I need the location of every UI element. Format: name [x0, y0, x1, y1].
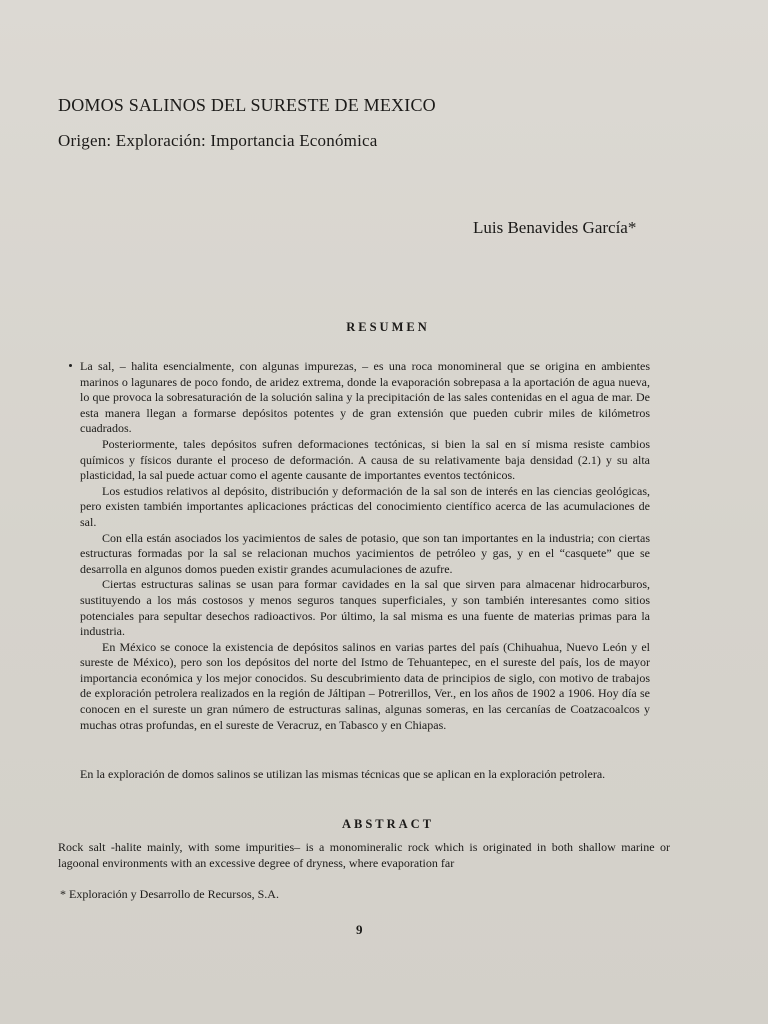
resumen-paragraph: Ciertas estructuras salinas se usan para formar cavidades en la sal que sirven para almacenar hidrocarburos, sustituyendo a los más costosos y menos seguros tanques superficiales, y son también interesantes como sitios potenciales para sepultar desechos radioactivos. Por último, la sal misma es una fuente de materias primas para la industria. — [80, 577, 650, 639]
resumen-closing: En la exploración de domos salinos se utilizan las mismas técnicas que se aplican en la exploración petrolera. — [80, 767, 606, 781]
article-subtitle: Origen: Exploración: Importancia Económica — [58, 131, 378, 150]
resumen-paragraph: En México se conoce la existencia de depósitos salinos en varias partes del país (Chihuahua, Nuevo León y el sureste de México), pero son los depósitos del norte del Istmo de Tehuantepec, en el sureste del país, los de mayor importancia económica y los mejor conocidos. Su descubrimiento data de principios de siglo, con motivo de trabajos de exploración petrolera realizados en la región de Jáltipan – Potrerillos, Ver., en los años de 1902 a 1906. Hoy día se conocen en el sureste un gran número de estructuras salinas, algunas someras, en las cercanías de Coatzacoalcos y muchas otras profundas, en el sureste de Veracruz, en Tabasco y en Chiapas. — [80, 639, 650, 732]
abstract-heading: ABSTRACT — [341, 817, 435, 831]
resumen-paragraph: La sal, – halita esencialmente, con algunas impurezas, – es una roca monomineral que se origina en ambientes marinos o lagunares de poco fondo, de aridez extrema, donde la evaporación sobrepasa a la aportación de agua nueva, lo que provoca la sobresaturación de la solución salina y la precipitación de las sales contenidas en el agua de mar. De esta manera llegan a formarse depósitos potentes y de gran extensión que pueden cubrir miles de kilómetros cuadrados. — [80, 359, 650, 436]
resumen-paragraph: Los estudios relativos al depósito, distribución y deformación de la sal son de interés en las ciencias geológicas, pero existen también importantes aplicaciones prácticas del conocimiento científico acerca de las acumulaciones de sal. — [80, 483, 650, 529]
article-title: DOMOS SALINOS DEL SURESTE DE MEXICO — [58, 95, 436, 115]
footnote: * Exploración y Desarrollo de Recursos, S.A. — [60, 887, 279, 901]
abstract-text: Rock salt -halite mainly, with some impurities– is a monomineralic rock which is originated in both shallow marine or lagoonal environments with an excessive degree of dryness, where evaporation far — [58, 840, 670, 870]
resumen-closing-block — [80, 767, 650, 783]
resumen-paragraph: Con ella están asociados los yacimientos de sales de potasio, que son tan importantes en la industria; con ciertas estructuras formadas por la sal se relacionan muchos yacimientos de petróleo y gas, y en el “casquete” que se desarrolla en algunos domos pueden existir grandes acumulaciones de azufre. — [80, 530, 650, 576]
margin-dot — [69, 364, 72, 367]
resumen-paragraph: Posteriormente, tales depósitos sufren deformaciones tectónicas, si bien la sal en sí misma resiste cambios químicos y físicos durante el proceso de deformación. A causa de su relativamente baja densidad (2.1) y su alta plasticidad, la sal puede actuar como el agente causante de importantes eventos tectónicos. — [80, 436, 650, 483]
resumen-heading: RESUMEN — [346, 320, 430, 334]
page-number: 9 — [356, 922, 363, 937]
author-name: Luis Benavides García* — [473, 218, 637, 237]
resumen-body — [80, 359, 650, 733]
